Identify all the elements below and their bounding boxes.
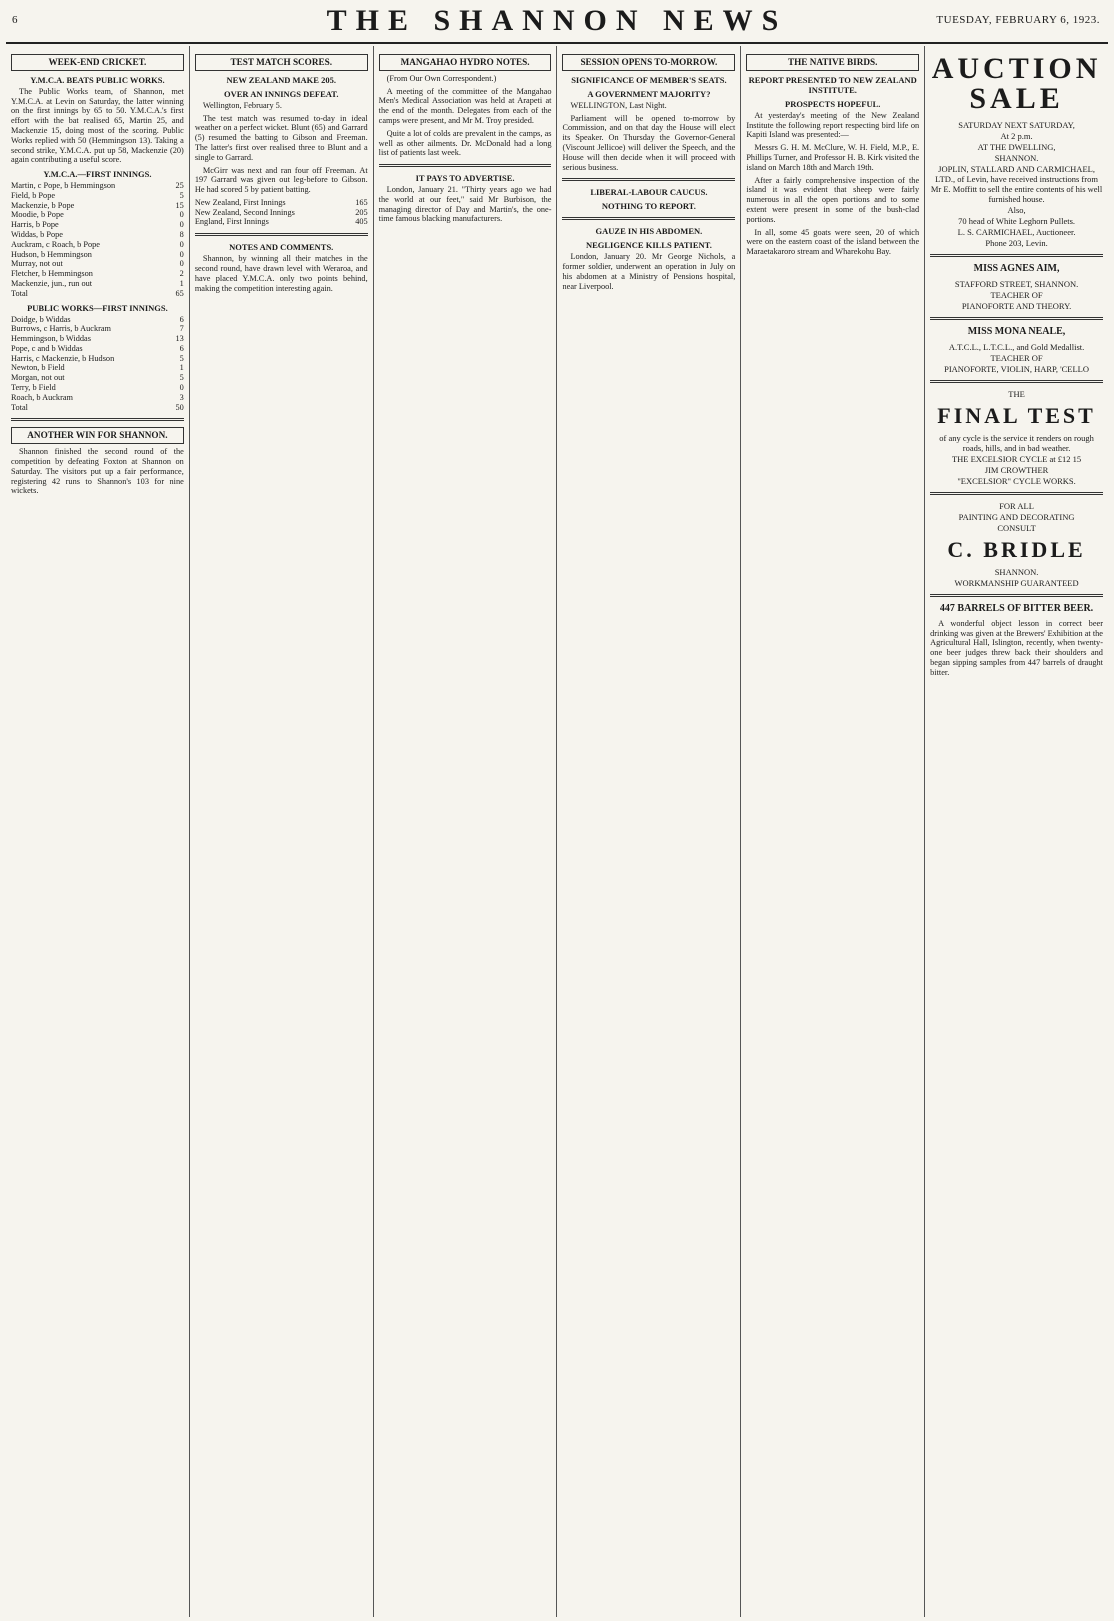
runs: 0 bbox=[179, 383, 184, 392]
ad-line: CONSULT bbox=[997, 522, 1036, 533]
score-row bbox=[11, 220, 184, 230]
gauze-heading: GAUZE IN HIS ABDOMEN. bbox=[595, 226, 703, 237]
score-row bbox=[11, 210, 184, 220]
gauze-subheading: NEGLIGENCE KILLS PATIENT. bbox=[585, 240, 712, 251]
ad-line: L. S. CARMICHAEL, Auctioneer. bbox=[957, 227, 1076, 238]
batsman: England, First Innings bbox=[194, 217, 269, 227]
runs: 1 bbox=[179, 278, 184, 288]
article-paragraph: In all, some 45 goats were seen, 20 of which were on the eastern coast of the island between the Maraetakaroro stream and Wharekohu Bay. bbox=[746, 227, 920, 257]
birds-subheading: REPORT PRESENTED TO NEW ZEALAND INSTITUTE. bbox=[748, 74, 917, 95]
batsman: Hemmingson, b Widdas bbox=[11, 334, 91, 344]
ad-line: JIM CROWTHER bbox=[984, 464, 1049, 475]
notes-heading: NOTES AND COMMENTS. bbox=[229, 242, 334, 253]
article-paragraph: London, January 21. "Thirty years ago we had the world at our feet," said Mr Burbison, the managing director of Day and Martin's, the one-time famous blacking manufacturers. bbox=[378, 185, 552, 224]
cycle-ad bbox=[930, 433, 1103, 486]
runs: 25 bbox=[175, 181, 184, 191]
divider bbox=[930, 254, 1103, 257]
column-native-birds bbox=[741, 46, 925, 1617]
article-paragraph: Shannon finished the second round of the competition by defeating Foxton at Shannon on Saturday. The visitors put up a fair performance, registering 42 runs to Shannon's 103 for nine wickets. bbox=[11, 447, 184, 496]
newspaper-title: THE SHANNON NEWS bbox=[326, 4, 788, 37]
batsman: Mackenzie, jun., run out bbox=[11, 278, 93, 288]
runs: 0 bbox=[179, 239, 184, 249]
batsman: Field, b Pope bbox=[11, 190, 56, 200]
ad-line: THE EXCELSIOR CYCLE at £12 15 bbox=[951, 453, 1082, 464]
divider bbox=[562, 217, 735, 220]
innings-heading: Y.M.C.A.—FIRST INNINGS. bbox=[43, 169, 152, 180]
score-row bbox=[195, 198, 368, 208]
batsman: Total bbox=[11, 402, 28, 412]
batsman: Harris, b Pope bbox=[11, 220, 59, 230]
runs: 65 bbox=[175, 288, 184, 298]
runs: 205 bbox=[355, 207, 368, 217]
ad-line: SATURDAY NEXT SATURDAY, bbox=[958, 120, 1075, 130]
agnes-aim-title: MISS AGNES AIM, bbox=[973, 263, 1060, 275]
runs: 5 bbox=[179, 190, 184, 200]
score-row bbox=[195, 208, 368, 218]
agnes-aim-ad bbox=[930, 279, 1103, 311]
article-paragraph: Quite a lot of colds are prevalent in the camps, as well as other ailments. Dr. McDonald had a long list of patients last week. bbox=[378, 128, 552, 158]
runs: 3 bbox=[179, 392, 184, 402]
ad-line: 70 head of White Leghorn Pullets. bbox=[958, 216, 1076, 227]
score-row bbox=[11, 250, 184, 260]
batsman: Burrows, c Harris, b Auckram bbox=[11, 324, 111, 334]
runs: 1 bbox=[179, 363, 184, 373]
session-heading: SESSION OPENS TO-MORROW. bbox=[562, 54, 735, 71]
score-row bbox=[11, 344, 184, 354]
ad-line: WORKMANSHIP GUARANTEED bbox=[954, 577, 1079, 588]
score-row bbox=[11, 393, 184, 403]
runs: 13 bbox=[175, 334, 184, 344]
auction-sale-ad bbox=[930, 120, 1103, 248]
column-session bbox=[557, 46, 741, 1617]
batsman: Hudson, b Hemmingson bbox=[11, 249, 92, 259]
column-mangahao bbox=[374, 46, 558, 1617]
column-test-match bbox=[190, 46, 374, 1617]
caucus-subheading: NOTHING TO REPORT. bbox=[601, 201, 696, 212]
mona-neale-ad bbox=[930, 342, 1103, 374]
article-paragraph: A wonderful object lesson in correct beer drinking was given at the Brewers' Exhibition at the Agricultural Hall, Islington, recently, when twenty-one beer judges threw back their shoulders and began sipping samples from 447 barrels of draught bitter. bbox=[930, 618, 1103, 677]
runs: 15 bbox=[175, 200, 184, 210]
score-row bbox=[11, 259, 184, 269]
score-row bbox=[11, 201, 184, 211]
batsman: Newton, b Field bbox=[11, 363, 65, 373]
score-row bbox=[11, 279, 184, 289]
ad-line: SHANNON. bbox=[994, 153, 1039, 164]
dateline: Wellington, February 5. bbox=[202, 100, 282, 110]
ad-line: "EXCELSIOR" CYCLE WORKS. bbox=[957, 475, 1076, 486]
batsman: Harris, c Mackenzie, b Hudson bbox=[11, 353, 115, 363]
scorecard-ymca bbox=[11, 181, 184, 298]
birds-heading: THE NATIVE BIRDS. bbox=[746, 54, 919, 71]
article-paragraph: Messrs G. H. M. McClure, W. H. Field, M.P., E. Phillips Turner, and Professor H. B. Kirk visited the island on March 18th and March 19th. bbox=[746, 143, 920, 172]
caucus-heading: LIBERAL-LABOUR CAUCUS. bbox=[590, 187, 708, 198]
article-paragraph: London, January 20. Mr George Nichols, a former soldier, underwent an operation in July on his abdomen at a Ministry of Pensions hospital, near Liverpool. bbox=[562, 252, 736, 291]
ad-line: TEACHER OF bbox=[990, 352, 1043, 363]
batsman: Roach, b Auckram bbox=[11, 392, 73, 402]
batsman: Martin, c Pope, b Hemmingson bbox=[11, 181, 116, 191]
score-row bbox=[11, 324, 184, 334]
runs: 0 bbox=[179, 249, 184, 259]
runs: 6 bbox=[179, 314, 184, 324]
beer-heading: 447 BARRELS OF BITTER BEER. bbox=[939, 602, 1094, 614]
batsman: New Zealand, First Innings bbox=[194, 197, 286, 207]
runs: 405 bbox=[355, 217, 368, 227]
runs: 0 bbox=[179, 220, 184, 230]
auction-sale-title: AUCTION SALE bbox=[931, 52, 1102, 115]
score-row bbox=[11, 363, 184, 373]
runs: 5 bbox=[179, 353, 184, 363]
runs: 5 bbox=[179, 373, 184, 383]
ad-line: Also, bbox=[1007, 205, 1026, 216]
ad-line: PIANOFORTE AND THEORY. bbox=[961, 301, 1072, 312]
issue-date: TUESDAY, FEBRUARY 6, 1923. bbox=[936, 14, 1100, 26]
article-paragraph: McGirr was next and ran four off Freeman. At 197 Garrard was given out leg-before to Gibson. He had scored 5 by patient batting. bbox=[194, 165, 368, 195]
article-paragraph: At yesterday's meeting of the New Zealand Institute the following report respecting bird life on Kapiti Island was presented:— bbox=[746, 110, 920, 140]
dateline: WELLINGTON, Last Night. bbox=[570, 100, 667, 110]
cricket-subheading: Y.M.C.A. BEATS PUBLIC WORKS. bbox=[30, 74, 165, 85]
divider bbox=[11, 418, 184, 421]
test-match-heading: TEST MATCH SCORES. bbox=[195, 54, 368, 71]
runs: 0 bbox=[179, 210, 184, 220]
batsman: Total bbox=[11, 288, 28, 298]
score-row bbox=[11, 403, 184, 413]
batsman: Moodie, b Pope bbox=[11, 210, 64, 220]
batsman: Auckram, c Roach, b Pope bbox=[11, 239, 100, 249]
test-match-subheading-2: OVER AN INNINGS DEFEAT. bbox=[224, 88, 339, 99]
ad-line: PAINTING AND DECORATING bbox=[958, 511, 1075, 522]
batsman: Doidge, b Widdas bbox=[11, 314, 71, 324]
score-row bbox=[11, 181, 184, 191]
bridle-sub bbox=[930, 567, 1103, 588]
score-row bbox=[11, 289, 184, 299]
score-row bbox=[11, 191, 184, 201]
ad-line: A.T.C.L., L.T.C.L., and Gold Medallist. bbox=[948, 341, 1085, 352]
innings-totals bbox=[195, 198, 368, 227]
runs: 50 bbox=[175, 402, 184, 412]
batsman: Mackenzie, b Pope bbox=[11, 200, 75, 210]
article-paragraph: A meeting of the committee of the Mangahao Men's Medical Association was held at Arapeti at the end of the month. Delegates from each of the camps were present, and Mr M. Troy presided. bbox=[378, 86, 552, 125]
score-row bbox=[11, 354, 184, 364]
cricket-heading: WEEK-END CRICKET. bbox=[11, 54, 184, 71]
innings-heading: PUBLIC WORKS—FIRST INNINGS. bbox=[27, 302, 168, 313]
score-row bbox=[11, 315, 184, 325]
ad-line: Phone 203, Levin. bbox=[985, 238, 1048, 249]
runs: 8 bbox=[179, 230, 184, 240]
column-adverts bbox=[925, 46, 1108, 1617]
ad-line: STAFFORD STREET, SHANNON. bbox=[954, 278, 1079, 289]
article-paragraph: Shannon, by winning all their matches in the second round, have drawn level with Weraroa, and have placed Y.M.C.A. only two points behind, making the competition interesting again. bbox=[194, 254, 368, 293]
ad-line: AT THE DWELLING, bbox=[977, 142, 1056, 153]
score-row bbox=[11, 373, 184, 383]
runs: 2 bbox=[179, 269, 184, 279]
divider bbox=[930, 594, 1103, 597]
ad-line: FOR ALL bbox=[999, 500, 1034, 511]
batsman: Murray, not out bbox=[11, 259, 63, 269]
divider bbox=[930, 317, 1103, 320]
test-match-subheading: NEW ZEALAND MAKE 205. bbox=[226, 74, 336, 85]
runs: 165 bbox=[355, 197, 368, 207]
article-paragraph: Parliament will be opened to-morrow by Commission, and on that day the House will elect its Speaker. On Thursday the Governor-General (Viscount Jellicoe) will deliver the Speech, and the House will then decide when it will proceed with serious business. bbox=[562, 113, 736, 172]
score-row bbox=[11, 240, 184, 250]
score-row bbox=[11, 269, 184, 279]
advertise-heading: IT PAYS TO ADVERTISE. bbox=[415, 173, 515, 184]
batsman: Morgan, not out bbox=[11, 373, 65, 383]
batsman: New Zealand, Second Innings bbox=[194, 207, 295, 217]
byline: (From Our Own Correspondent.) bbox=[386, 73, 497, 83]
session-subheading: SIGNIFICANCE OF MEMBER'S SEATS. bbox=[571, 74, 727, 85]
article-paragraph: The Public Works team, of Shannon, met Y.M.C.A. at Levin on Saturday, the latter winning on the first innings by 65 to 50. Y.M.C.A.'s first effort with the bat realised 65, Martin 25, and Mackenzie 15, doing most of the scoring. Public Works replied with 50 (Hemmingson 13). Taking a second strike, Y.M.C.A. put up 58, Mackenzie (20) again contributing a useful score. bbox=[11, 86, 184, 165]
ad-line: SHANNON. bbox=[994, 566, 1039, 577]
score-row bbox=[11, 230, 184, 240]
ad-line: TEACHER OF bbox=[990, 290, 1043, 300]
final-test-pre: THE bbox=[1008, 388, 1025, 399]
batsman: Pope, c and b Widdas bbox=[11, 343, 83, 353]
masthead bbox=[6, 0, 1108, 44]
divider bbox=[562, 178, 735, 181]
batsman: Fletcher, b Hemmingson bbox=[11, 269, 93, 279]
runs: 7 bbox=[179, 324, 184, 334]
batsman: Widdas, b Pope bbox=[11, 230, 63, 240]
column-cricket bbox=[6, 46, 190, 1617]
bridle-title: C. BRIDLE bbox=[947, 536, 1086, 562]
runs: 6 bbox=[179, 343, 184, 353]
birds-subheading-2: PROSPECTS HOPEFUL. bbox=[785, 98, 881, 109]
scorecard-public-works bbox=[11, 315, 184, 413]
ad-line: of any cycle is the service it renders on rough roads, hills, and in bad weather. bbox=[939, 432, 1094, 453]
article-paragraph: After a fairly comprehensive inspection of the island it was evident that sheep were fairly numerous in all the open portions and to some extent were present in some of the bush-clad portions. bbox=[746, 175, 920, 224]
runs: 0 bbox=[179, 259, 184, 269]
score-row bbox=[11, 383, 184, 393]
divider bbox=[379, 164, 552, 167]
divider bbox=[930, 492, 1103, 495]
final-test-title: FINAL TEST bbox=[937, 402, 1096, 428]
painting-ad bbox=[930, 501, 1103, 533]
ad-line: PIANOFORTE, VIOLIN, HARP, 'CELLO bbox=[944, 363, 1089, 374]
score-row bbox=[11, 334, 184, 344]
shannon-win-heading: ANOTHER WIN FOR SHANNON. bbox=[11, 427, 184, 444]
page-number: 6 bbox=[12, 14, 18, 26]
score-row bbox=[195, 217, 368, 227]
article-paragraph: The test match was resumed to-day in ideal weather on a perfect wicket. Blunt (65) and Garrard (5) resumed the batting to Gibson and Freeman. The latter's first over realised three to Blunt and a single to Garrard. bbox=[194, 113, 368, 162]
mangahao-heading: MANGAHAO HYDRO NOTES. bbox=[379, 54, 552, 71]
ad-line: JOPLIN, STALLARD AND CARMICHAEL, LTD., of Levin, have received instructions from Mr E. Moffitt to sell the entire contents of his well furnished house. bbox=[930, 164, 1103, 205]
divider bbox=[930, 380, 1103, 383]
ad-line: At 2 p.m. bbox=[1000, 131, 1033, 142]
batsman: Terry, b Field bbox=[11, 383, 56, 392]
mona-neale-title: MISS MONA NEALE, bbox=[967, 326, 1066, 338]
session-subheading-2: A GOVERNMENT MAJORITY? bbox=[587, 88, 711, 99]
divider bbox=[195, 233, 368, 236]
